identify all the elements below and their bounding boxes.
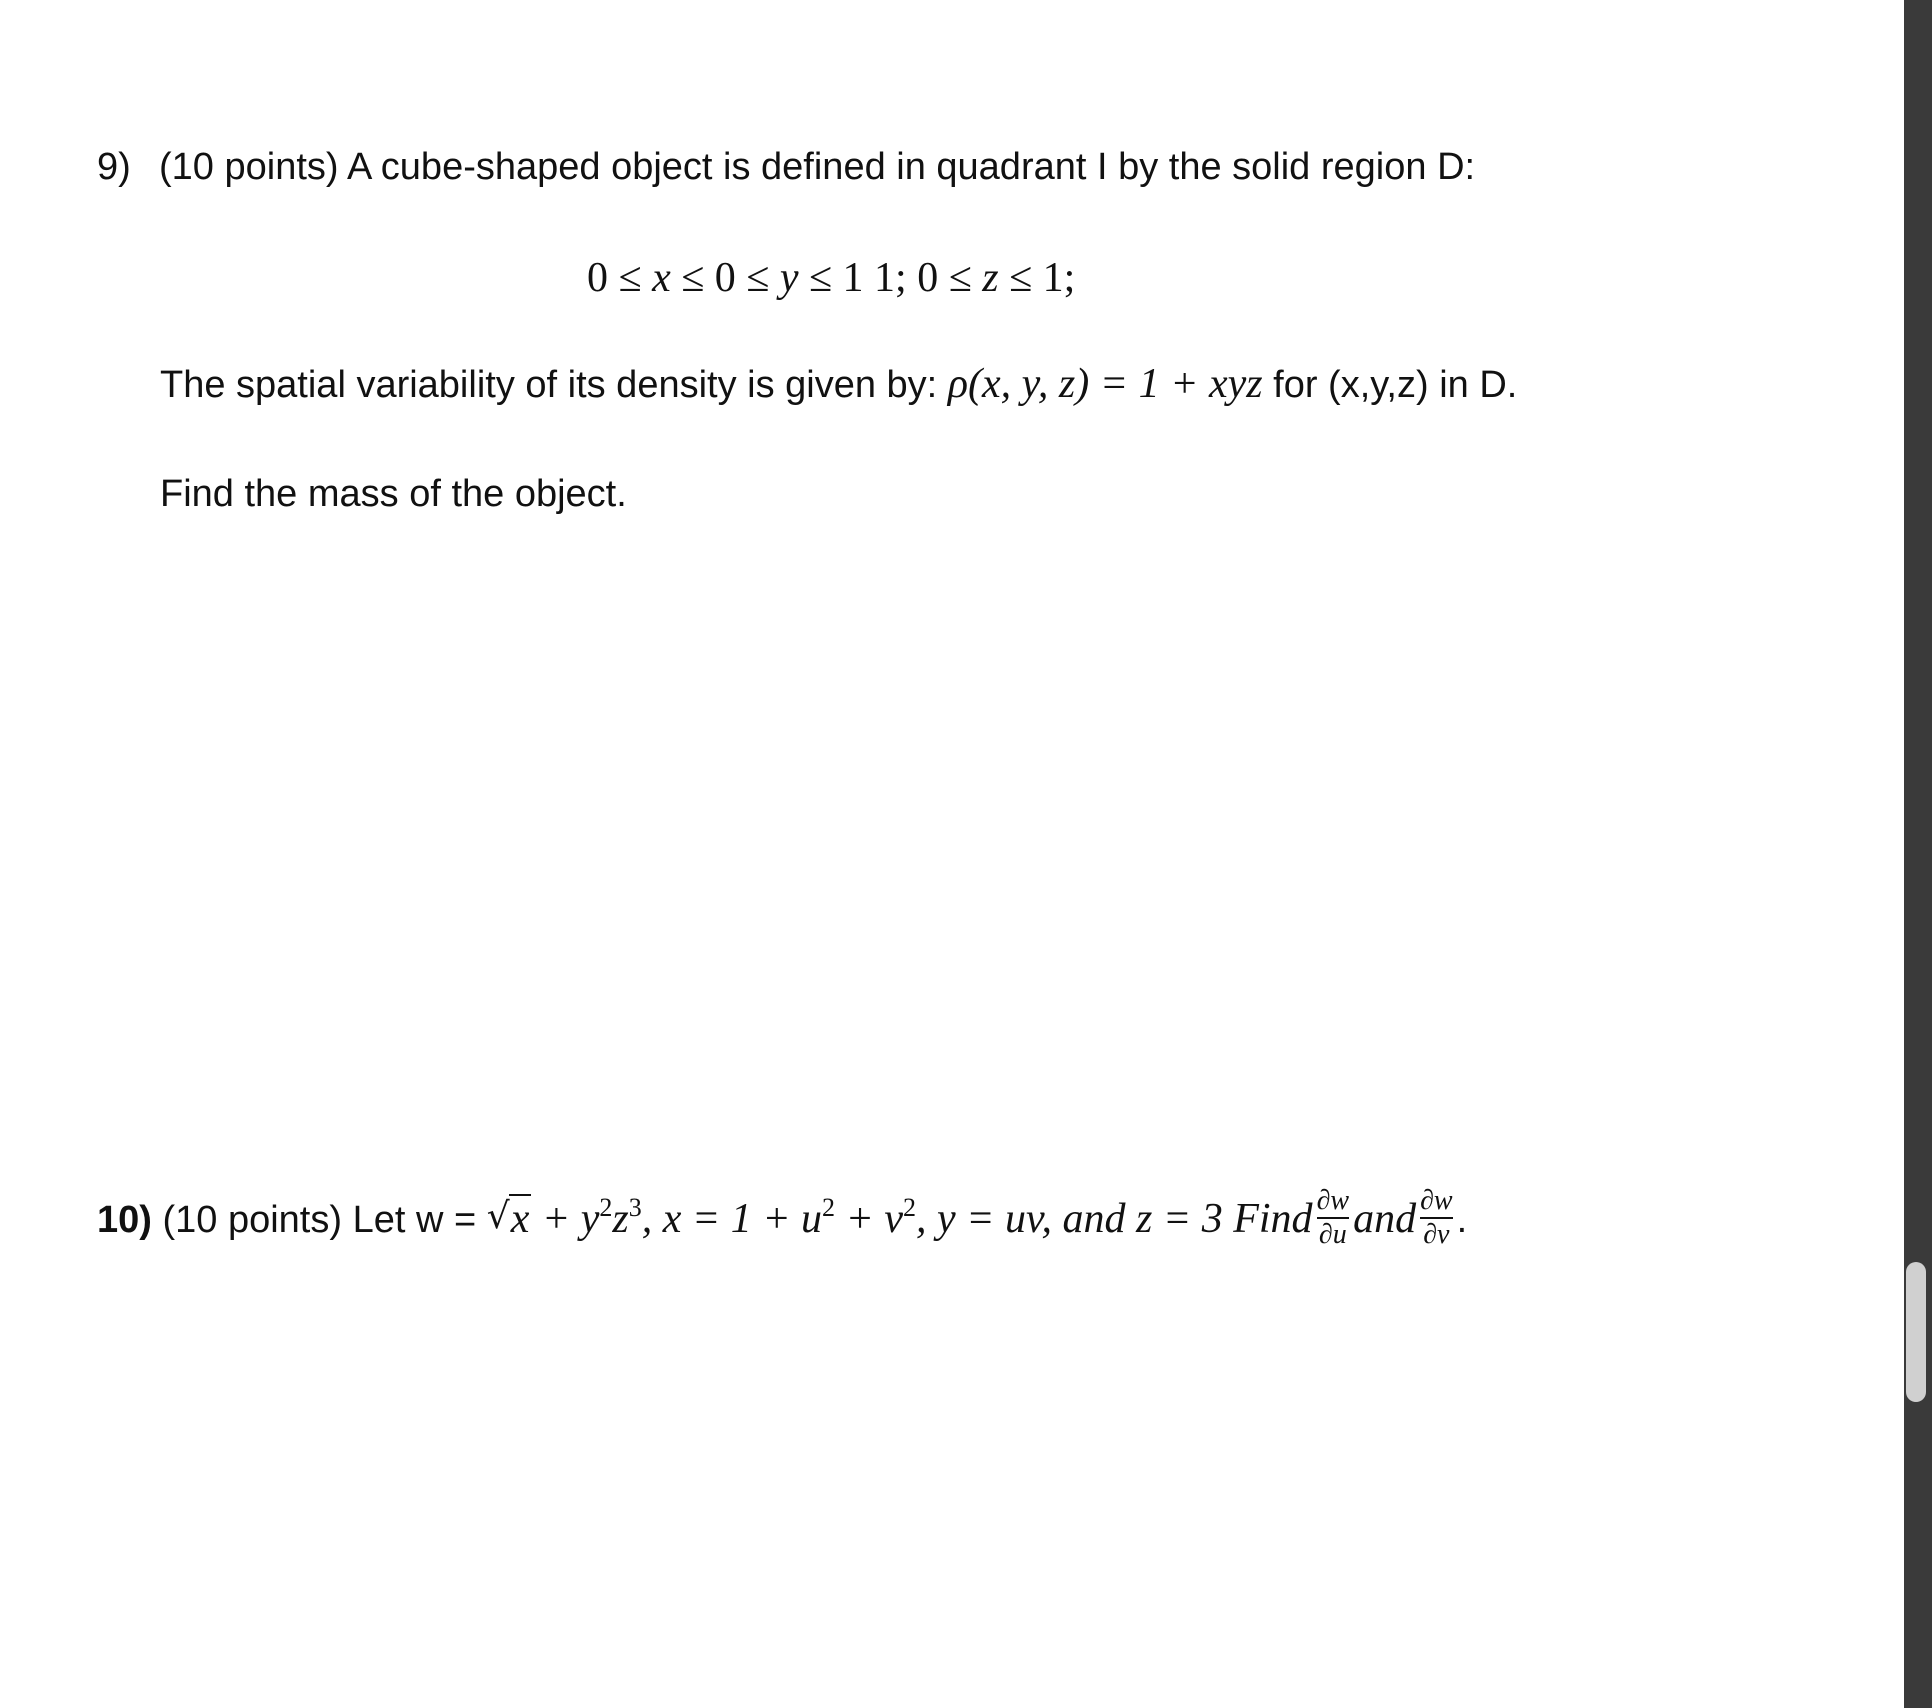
partial-derivative-w-v [1420,1186,1453,1250]
density-suffix: for (x,y,z) in D. [1273,364,1518,406]
formula-part: + y [541,1196,600,1243]
formula-part: z [612,1196,629,1243]
density-text: The spatial variability of its density is given by: [160,364,938,406]
fraction-numerator: ∂w [1420,1185,1453,1216]
region-part: 0 ≤ [587,255,653,301]
question-9-number: 9) [97,146,131,188]
formula-part: and [1353,1196,1417,1243]
exponent: 3 [628,1193,642,1223]
region-var-z: z [982,255,999,301]
question-10 [97,1185,1468,1254]
region-var-x: x [652,255,671,301]
region-part: ≤ 1 1; 0 ≤ [798,255,983,301]
fraction-numerator: ∂w [1316,1185,1350,1216]
question-10-number: 10) [97,1199,152,1242]
fraction-denominator: ∂v [1423,1219,1450,1250]
sqrt-symbol [487,1196,532,1242]
exponent: 2 [822,1193,836,1223]
formula-end: . [1456,1199,1468,1242]
question-9-task: Find the mass of the object. [160,473,627,515]
exponent: 2 [599,1193,613,1223]
partial-derivative-w-u [1317,1186,1350,1250]
scrollbar-track[interactable] [1904,0,1932,1708]
region-var-y: y [779,255,799,301]
fraction-denominator: ∂u [1318,1219,1347,1250]
region-part: ≤ 0 ≤ [670,255,780,301]
density-formula: ρ(x, y, z) = 1 + xyz [947,361,1263,407]
formula-part: , y = uv, and z = 3 Find [916,1196,1313,1243]
formula-part: + v [835,1196,904,1243]
scrollbar-thumb[interactable] [1906,1262,1926,1402]
formula-part: , x = 1 + u [641,1196,823,1243]
question-9-density [160,361,1517,408]
question-9-header-text: (10 points) A cube-shaped object is defined in quadrant I by the solid region D: [159,146,1476,188]
question-9-region-definition [587,255,1075,301]
question-9-header [97,144,1475,190]
question-10-formula [487,1193,1313,1243]
region-part: ≤ 1; [998,255,1076,301]
sqrt-argument: x [510,1196,530,1243]
exponent: 2 [903,1193,917,1223]
question-10-intro: (10 points) Let w = [162,1199,477,1242]
